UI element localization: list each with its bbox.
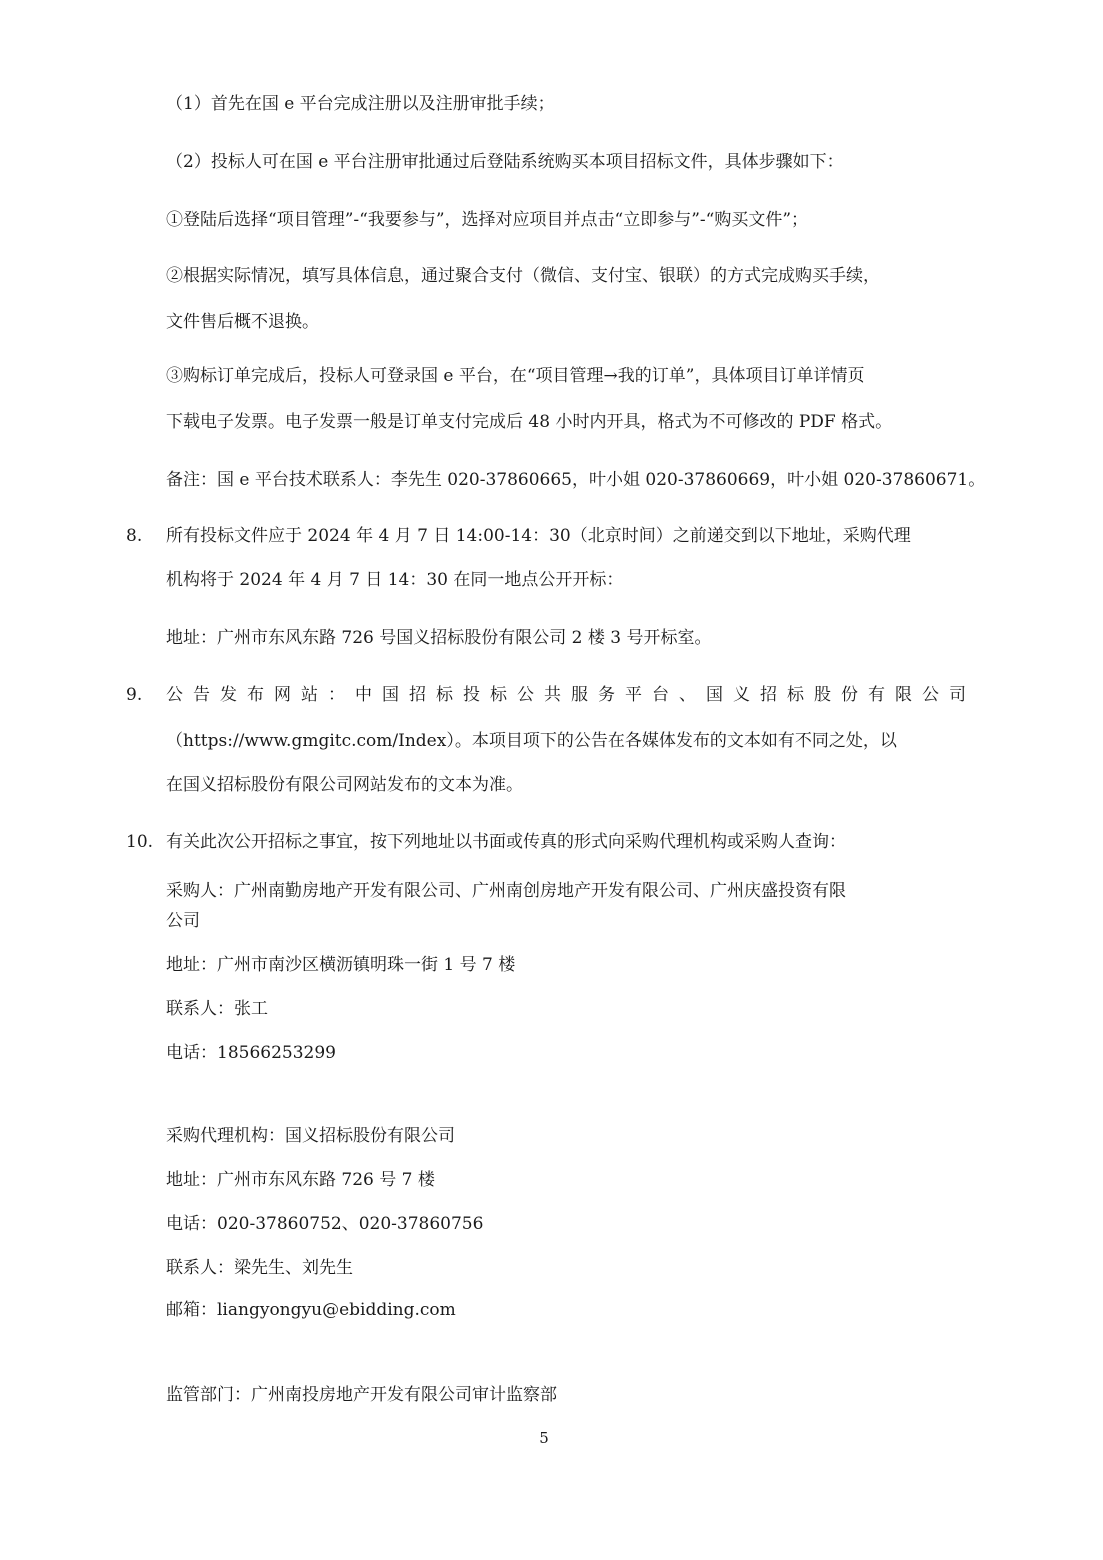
section-9-line-2: （https://www.gmgitc.com/Index）。本项目项下的公告在各媒体发布的文本如有不同之处，以	[166, 731, 897, 751]
step-1-text: （1）首先在国 e 平台完成注册以及注册审批手续；	[166, 94, 555, 114]
section-9-line-3: 在国义招标股份有限公司网站发布的文本为准。	[166, 775, 523, 795]
step-2-text: （2）投标人可在国 e 平台注册审批通过后登陆系统购买本项目招标文件，具体步骤如下：	[166, 152, 844, 172]
agency-name: 采购代理机构：国义招标股份有限公司	[166, 1126, 455, 1146]
section-8-line-1: 所有投标文件应于 2024 年 4 月 7 日 14:00-14：30（北京时间）之前递交到以下地址，采购代理	[166, 526, 911, 546]
purchaser-contact: 联系人：张工	[166, 999, 268, 1019]
purchaser-line-1: 采购人：广州南勤房地产开发有限公司、广州南创房地产开发有限公司、广州庆盛投资有限	[166, 881, 846, 901]
section-9-line-1: 公告发布网站：中国招标投标公共服务平台、国义招标股份有限公司	[166, 685, 966, 705]
purchaser-line-2: 公司	[166, 911, 200, 931]
substep-2-line-2: 文件售后概不退换。	[166, 312, 319, 332]
section-9-number: 9.	[126, 685, 143, 705]
purchaser-phone: 电话：18566253299	[166, 1043, 336, 1063]
agency-contact: 联系人：梁先生、刘先生	[166, 1258, 353, 1278]
platform-contact-remark: 备注：国 e 平台技术联系人：李先生 020-37860665，叶小姐 020-37860669，叶小姐 020-37860671。	[166, 470, 986, 490]
section-8-line-2: 机构将于 2024 年 4 月 7 日 14：30 在同一地点公开开标：	[166, 570, 624, 590]
purchaser-address: 地址：广州市南沙区横沥镇明珠一街 1 号 7 楼	[166, 955, 516, 975]
agency-phone: 电话：020-37860752、020-37860756	[166, 1214, 484, 1234]
section-8-number: 8.	[126, 526, 143, 546]
substep-3-line-2: 下载电子发票。电子发票一般是订单支付完成后 48 小时内开具，格式为不可修改的 PDF 格式。	[166, 412, 893, 432]
substep-2-line-1: ②根据实际情况，填写具体信息，通过聚合支付（微信、支付宝、银联）的方式完成购买手续，	[166, 266, 880, 286]
agency-address: 地址：广州市东风东路 726 号 7 楼	[166, 1170, 435, 1190]
section-10-number: 10.	[126, 832, 154, 852]
substep-1-text: ①登陆后选择“项目管理”-“我要参与”，选择对应项目并点击“立即参与”-“购买文件”；	[166, 210, 809, 230]
substep-3-line-1: ③购标订单完成后，投标人可登录国 e 平台，在“项目管理→我的订单”，具体项目订单详情页	[166, 366, 865, 386]
bid-opening-address: 地址：广州市东风东路 726 号国义招标股份有限公司 2 楼 3 号开标室。	[166, 628, 712, 648]
section-10-intro: 有关此次公开招标之事宜，按下列地址以书面或传真的形式向采购代理机构或采购人查询：	[166, 832, 846, 852]
page-number: 5	[539, 1429, 549, 1447]
supervisor-department: 监管部门：广州南投房地产开发有限公司审计监察部	[166, 1385, 557, 1405]
agency-email: 邮箱：liangyongyu@ebidding.com	[166, 1300, 456, 1320]
